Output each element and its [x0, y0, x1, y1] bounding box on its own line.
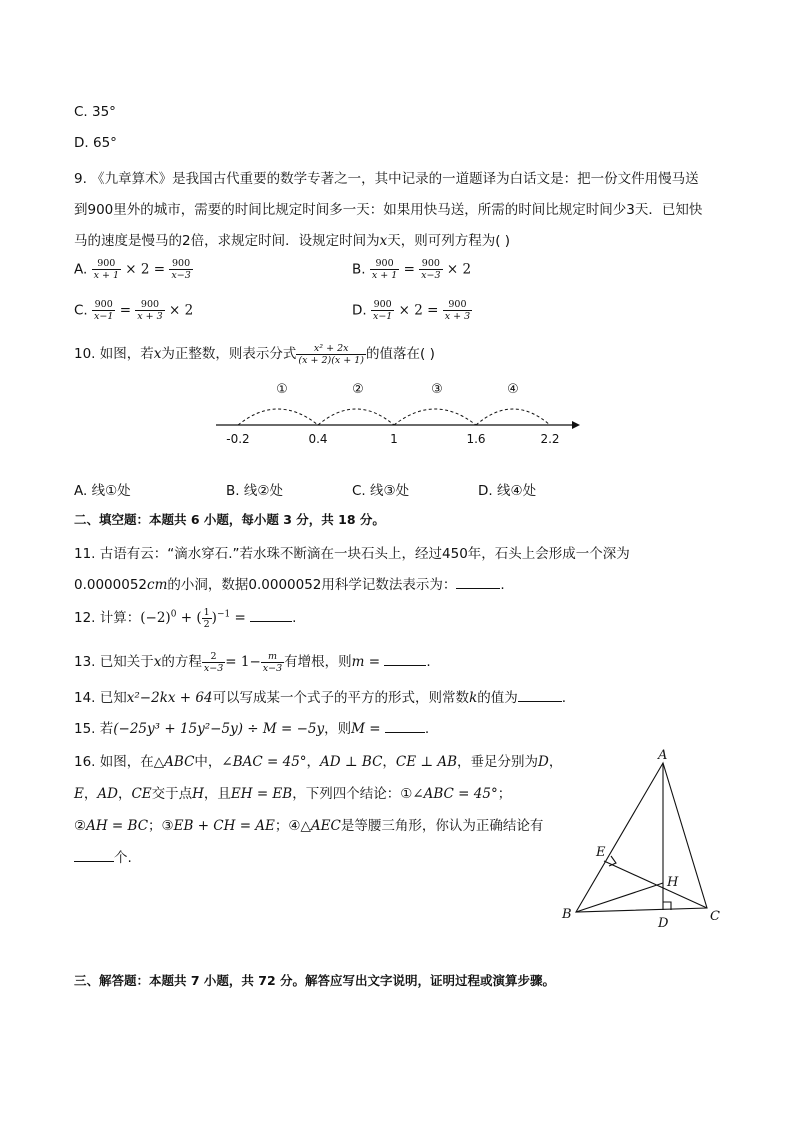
tick-label: 1 — [390, 432, 398, 446]
vertex-label-c: C — [710, 909, 720, 924]
q9-line2: 到900里外的城市，需要的时间比规定时间多一天：如果用快马送，所需的时间比规定时间少3天．已知快 — [74, 202, 703, 218]
q9-option-c[interactable]: C. $\frac{900}{x-1}$ = $\frac{900}{x + 3}$ × 2 — [74, 299, 194, 322]
q10-option-d[interactable]: D. 线④处 — [478, 483, 537, 499]
q11-line1: 11. 古语有云：“滴水穿石.”若水珠不断滴在一块石头上，经过450年，石头上会形成一个深为 — [74, 546, 630, 562]
q12-stem: 12. 计算：$(-2)^0$ + ( $\frac{1}{2}$ )$^{-1}$ = . — [74, 606, 297, 630]
section-heading-fill-in: 二、填空题：本题共 6 小题，每小题 3 分，共 18 分。 — [74, 512, 385, 527]
number-line — [200, 374, 590, 454]
arc-3 — [394, 409, 476, 425]
q9-option-a[interactable]: A. $\frac{900}{x + 1}$ × 2 = $\frac{900}{x-3}$ — [74, 258, 191, 281]
segment-bh — [576, 883, 663, 912]
vertex-label-b: B — [562, 907, 572, 922]
answer-blank[interactable] — [456, 576, 500, 589]
tick-label: 0.4 — [308, 432, 328, 446]
q13-stem: 13. 已知关于x的方程 $\frac{2}{x-3}$ = 1− $\frac{m}{x-3}$ 有增根，则m = . — [74, 650, 431, 674]
q14-stem: 14. 已知x²−2kx + 64可以写成某一个式子的平方的形式，则常数k的值为 . — [74, 690, 567, 706]
answer-blank[interactable] — [250, 609, 292, 622]
q16-line2: E，AD，CE交于点H，且EH = EB，下列四个结论：①∠ABC = 45°； — [74, 786, 512, 802]
vertex-label-d: D — [658, 916, 669, 931]
triangle-figure — [555, 745, 735, 935]
tick-label: 1.6 — [466, 432, 486, 446]
answer-blank[interactable] — [384, 653, 426, 666]
arc-4 — [476, 409, 550, 425]
q10-option-c[interactable]: C. 线③处 — [352, 483, 410, 499]
vertex-label-e: E — [596, 845, 606, 860]
q15-stem: 15. 若(−25y³ + 15y²−5y) ÷ M = −5y，则M = . — [74, 721, 430, 737]
vertex-label-a: A — [658, 748, 668, 763]
arc-1 — [238, 409, 318, 425]
q8-option-c: C. 35° — [74, 104, 116, 120]
arc-2 — [318, 409, 394, 425]
q8-option-d: D. 65° — [74, 135, 117, 151]
right-angle-mark-e — [609, 856, 616, 866]
q10-stem: 10. 如图，若x为正整数，则表示分式 $\frac{\text{x² + 2x}}{(x + 2)(x + 1)}$ 的值落在( ) — [74, 342, 435, 366]
answer-blank[interactable] — [74, 849, 114, 862]
q16-line4: 个. — [74, 846, 132, 866]
q9-line1: 9. 《九章算术》是我国古代重要的数学专著之一，其中记录的一道题译为白话文是：把一份文件用慢马送 — [74, 171, 699, 187]
q10-option-b[interactable]: B. 线②处 — [226, 483, 283, 499]
answer-blank[interactable] — [518, 689, 562, 702]
arc-label-1: ① — [276, 382, 288, 397]
arrow-right-icon — [572, 421, 580, 429]
arc-label-2: ② — [352, 382, 364, 397]
section-heading-solutions: 三、解答题：本题共 7 小题，共 72 分。解答应写出文字说明，证明过程或演算步骤。 — [74, 973, 556, 988]
q10-option-a[interactable]: A. 线①处 — [74, 483, 131, 499]
arc-label-4: ④ — [507, 382, 519, 397]
answer-blank[interactable] — [385, 720, 425, 733]
altitude-ce — [604, 861, 707, 908]
q9-line3: 马的速度是慢马的2倍，求规定时间．设规定时间为x天，则可列方程为( ) — [74, 233, 511, 249]
q9-option-d[interactable]: D. $\frac{900}{x-1}$ × 2 = $\frac{900}{x + 3}$ — [352, 299, 471, 322]
q16-line3: ②AH = BC；③EB + CH = AE；④△AEC是等腰三角形，你认为正确结论有 — [74, 818, 544, 834]
vertex-label-h: H — [667, 875, 679, 890]
tick-label: -0.2 — [226, 432, 250, 446]
q16-line1: 16. 如图，在△ABC中，∠BAC = 45°，AD ⊥ BC，CE ⊥ AB，垂足分别为D， — [74, 754, 563, 770]
q9-option-b[interactable]: B. $\frac{900}{x + 1}$ = $\frac{900}{x-3}$ × 2 — [352, 258, 472, 281]
arc-label-3: ③ — [431, 382, 443, 397]
q11-line2: 0.0000052cm的小洞，数据0.0000052用科学记数法表示为： . — [74, 577, 505, 593]
tick-label: 2.2 — [540, 432, 560, 446]
